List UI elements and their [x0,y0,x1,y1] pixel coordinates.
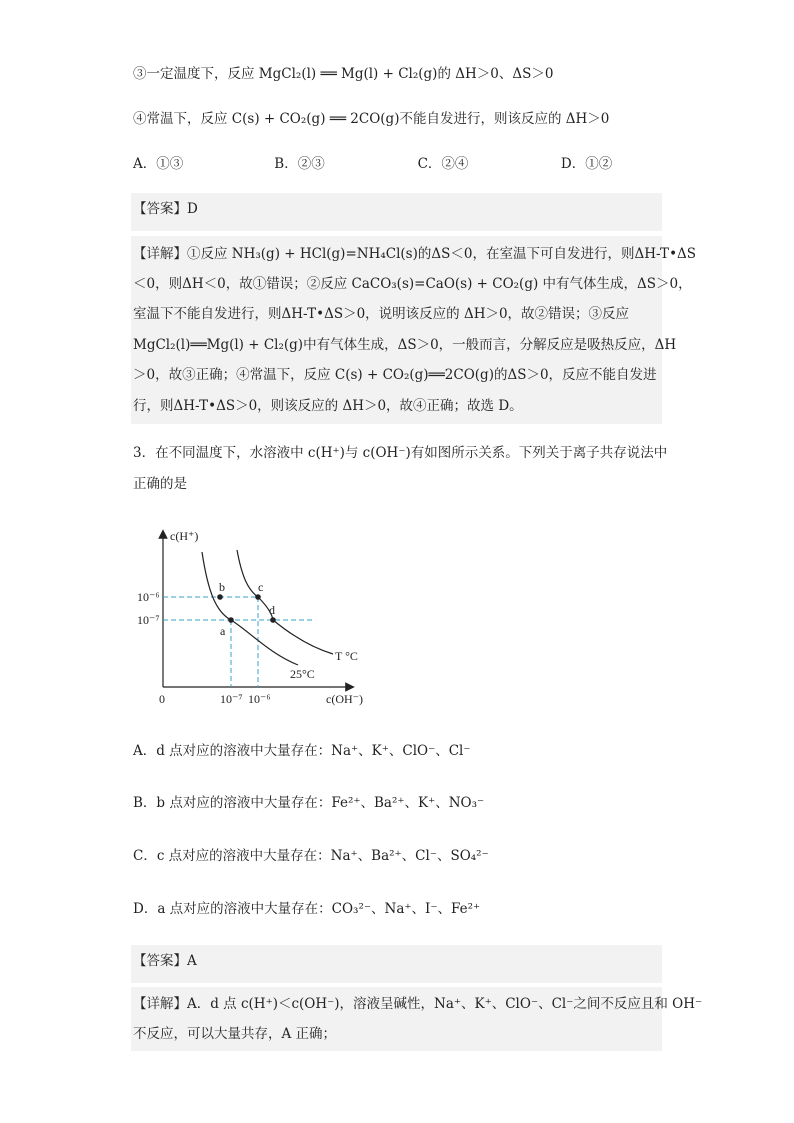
point-a-label: a [220,624,226,638]
x-tick-high: 10⁻⁶ [248,692,271,706]
option-d: D．①② [560,156,613,172]
option-c: C．②④ [417,156,469,172]
detail-q2-line-5: ＞0，故③正确；④常温下，反应 C(s) + CO₂(g)══2CO(g)的ΔS＞0，反应不能自发进 [133,367,657,383]
x-tick-low: 10⁻⁷ [220,692,243,706]
detail-q3-line-2: 不反应，可以大量共存，A 正确； [133,1026,337,1042]
option-a: A．①③ [133,156,184,172]
curve-t-label: T °C [335,649,358,663]
origin-label: 0 [159,692,165,706]
answer-box-q3 [131,945,662,983]
detail-q2-line-1: 【详解】①反应 NH₃(g) + HCl(g)=NH₄Cl(s)的ΔS＜0，在室温下可自发进行，则ΔH-T•ΔS [133,246,697,262]
option-b: B．②③ [274,156,325,172]
options-q2 [133,158,612,172]
option-3b: B．b 点对应的溶液中大量存在：Fe²⁺、Ba²⁺、K⁺、NO₃⁻ [133,795,485,811]
y-tick-high: 10⁻⁶ [137,590,160,604]
y-tick-low: 10⁻⁷ [137,613,160,627]
detail-q2-line-6: 行，则ΔH-T•ΔS＞0，则该反应的 ΔH＞0，故④正确；故选 D。 [133,398,523,414]
ion-product-graph [130,522,380,712]
y-axis-label: c(H⁺) [170,529,199,543]
detail-q2-line-3: 室温下不能自发进行，则ΔH-T•ΔS＞0，说明该反应的 ΔH＞0，故②错误；③反应 [133,306,630,322]
answer-q2: 【答案】D [133,201,198,217]
option-3a: A．d 点对应的溶液中大量存在：Na⁺、K⁺、ClO⁻、Cl⁻ [133,743,471,759]
point-b-label: b [219,580,225,594]
answer-q3: 【答案】A [133,953,197,969]
detail-box-q3 [131,987,703,1051]
detail-q3-line-1: 【详解】A．d 点 c(H⁺)＜c(OH⁻)，溶液呈碱性，Na⁺、K⁺、ClO⁻、Cl⁻之间不反应且和 OH⁻ [133,996,703,1012]
question-3-line-2: 正确的是 [133,476,187,492]
point-d-label: d [269,603,275,617]
statement-4: ④常温下，反应 C(s) + CO₂(g) ══ 2CO(g)不能自发进行，则该反应的 ΔH＞0 [133,111,610,127]
point-c-label: c [258,580,264,594]
curve-t [237,550,333,654]
option-3c: C．c 点对应的溶液中大量存在：Na⁺、Ba²⁺、Cl⁻、SO₄²⁻ [133,848,489,864]
statement-3: ③一定温度下，反应 MgCl₂(l) ══ Mg(l) + Cl₂(g)的 ΔH＞0、ΔS＞0 [133,66,554,82]
point-b-dot [217,594,223,600]
question-3-line-1: 3．在不同温度下，水溶液中 c(H⁺)与 c(OH⁻)有如图所示关系。下列关于离子共存说法中 [133,445,668,461]
point-a-dot [228,617,234,623]
x-axis-label: c(OH⁻) [326,692,363,706]
detail-box-q2 [131,236,697,424]
point-c-dot [255,594,261,600]
detail-q2-line-4: MgCl₂(l)══Mg(l) + Cl₂(g)中有气体生成，ΔS＞0，一般而言，分解反应是吸热反应，ΔH [133,337,677,353]
detail-q2-line-2: ＜0，则ΔH＜0，故①错误；②反应 CaCO₃(s)=CaO(s) + CO₂(g) 中有气体生成，ΔS＞0， [133,276,692,292]
point-d-dot [270,617,276,623]
option-3d: D．a 点对应的溶液中大量存在：CO₃²⁻、Na⁺、I⁻、Fe²⁺ [133,901,481,917]
curve-25c-label: 25°C [290,667,315,681]
curve-25c [202,552,298,665]
answer-box-q2 [131,193,662,231]
